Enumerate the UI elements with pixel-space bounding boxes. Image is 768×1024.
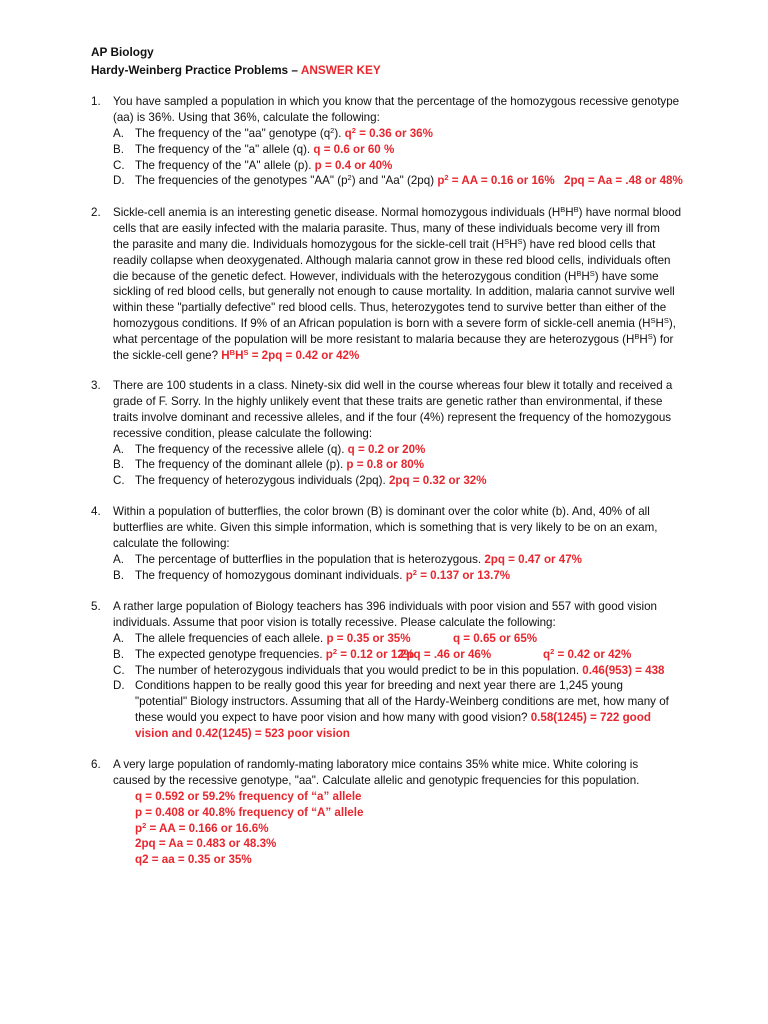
- q6-answer-aa-dominant: $p^2$ = AA = 0.166 or 16.6%: [135, 820, 269, 835]
- q5-part-b: B. The expected genotype frequencies. $p^2 = 0.12$ or 12% 2pq = .46 or 46% $q^2 = 0.42$ or 42%: [113, 646, 632, 661]
- question-1: 1. You have sampled a population in which you know that the percentage of the homozygous recessive genotype (aa) is 36%. Using that 36%, calculate the following: A. The frequency of the "aa" genotype $(q^2)$. $q^2 = 0.36$ or 36% B. The frequency of the "a" allele (q). q = 0.6 or 60 % C. The frequency of the "A" allele (p). p = 0.4 or 40% D. The frequencies of the genotypes "AA" $(p^2)$ and "Aa" (2pq) $p^2$ = AA = 0.16 or 16% 2pq = Aa = .48 or 48%: [91, 94, 691, 189]
- q6-answer-2pq: 2pq = Aa = 0.483 or 48.3%: [135, 837, 277, 851]
- q1a-answer: $q^2 = 0.36$ or 36%: [344, 125, 433, 140]
- q2-answer: $H^BH^S = 2pq = 0.42$ or 42%: [221, 348, 360, 363]
- q1-part-c: C. The frequency of the "A" allele (p). p = 0.4 or 40%: [113, 158, 393, 172]
- q5-part-a: A. The allele frequencies of each allele. p = 0.35 or 35% q = 0.65 or 65%: [113, 631, 538, 645]
- q3-part-a: A. The frequency of the recessive allele (q). q = 0.2 or 20%: [113, 442, 426, 456]
- q3c-answer: 2pq = 0.32 or 32%: [388, 474, 487, 488]
- question-5: 5. A rather large population of Biology teachers has 396 individuals with poor vision and 557 with good vision individuals. Assume that poor vision is totally recessive. Please calculate the following: A. The allele frequencies of each allele. p = 0.35 or 35% q = 0.65 or 65% B. The expected genotype frequencies. $p^2 = 0.12$ or 12% 2pq = .46 or 46% $q^2 = 0.42$ or 42% C. The number of heterozygous individuals that you would predict to be in this population. 0.46(953) = 438 D. Conditions happen to be really good this year for breeding and next year there are 1,245 young "potential" Biology instructors. Assuming that all of the Hardy-Weinberg conditions are met, how many of these would you expect to have poor vision and how many with good vision? 0.58(1245) = 722 good vision and 0.42(1245) = 523 poor vision: [91, 599, 691, 742]
- q6-answer-q: q = 0.592 or 59.2% frequency of “a” allele: [135, 789, 362, 803]
- q5b-answer-2: 2pq = .46 or 46%: [400, 647, 492, 661]
- question-3: 3. There are 100 students in a class. Ninety-six did well in the course whereas four blew it totally and received a grade of F. Sorry. In the highly unlikely event that these traits are genetic rather than environmental, if these traits involve dominant and recessive alleles, and if the four (4%) represent the frequency of the homozygous recessive condition, please calculate the following: A. The frequency of the recessive allele (q). q = 0.2 or 20% B. The frequency of the dominant allele (p). p = 0.8 or 80% C. The frequency of heterozygous individuals (2pq). 2pq = 0.32 or 32%: [91, 378, 691, 489]
- q5d-answer-1: 0.58(1245) = 722 good: [530, 711, 651, 725]
- q5-part-d: D. Conditions happen to be really good this year for breeding and next year there are 1,245 young: [113, 679, 623, 693]
- q4-part-a: A. The percentage of butterflies in the population that is heterozygous. 2pq = 0.47 or 47%: [113, 552, 582, 566]
- q3-part-c: C. The frequency of heterozygous individuals (2pq). 2pq = 0.32 or 32%: [113, 474, 487, 488]
- q1b-answer: q = 0.6 or 60 %: [313, 142, 395, 156]
- course-title: AP Biology: [91, 45, 154, 59]
- q5-part-c: C. The number of heterozygous individuals that you would predict to be in this population. 0.46(953) = 438: [113, 663, 665, 677]
- question-4: 4. Within a population of butterflies, the color brown (B) is dominant over the color white (b). And, 40% of all butterflies are white. Given this simple information, which is something that is very likely to be on an exam, calculate the following: A. The percentage of butterflies in the population that is heterozygous. 2pq = 0.47 or 47% B. The frequency of homozygous dominant individuals. $p^2 = 0.137$ or 13.7%: [91, 504, 691, 583]
- q6-answer-aa-recessive: q2 = aa = 0.35 or 35%: [135, 853, 252, 867]
- q1c-answer: p = 0.4 or 40%: [314, 158, 393, 172]
- q5a-answer-2: q = 0.65 or 65%: [453, 631, 538, 645]
- worksheet-title: Hardy-Weinberg Practice Problems – ANSWER KEY: [91, 63, 381, 77]
- q3-part-b: B. The frequency of the dominant allele (p). p = 0.8 or 80%: [113, 458, 425, 472]
- q1-part-d: D. The frequencies of the genotypes "AA" $(p^2)$ and "Aa" (2pq) $p^2$ = AA = 0.16 or 16% 2pq = Aa = .48 or 48%: [113, 173, 683, 188]
- q3b-answer: p = 0.8 or 80%: [346, 458, 425, 472]
- q5d-answer-2: vision and 0.42(1245) = 523 poor vision: [135, 727, 350, 741]
- question-6: 6. A very large population of randomly-mating laboratory mice contains 35% white mice. White coloring is caused by the recessive genotype, "aa". Calculate allelic and genotypic frequencies for this population. q = 0.592 or 59.2% frequency of “a” allele p = 0.408 or 40.8% frequency of “A” allele $p^2$ = AA = 0.166 or 16.6% 2pq = Aa = 0.483 or 48.3% q2 = aa = 0.35 or 35%: [91, 758, 640, 867]
- q1d-answer: $p^2$ = AA = 0.16 or 16%: [437, 173, 555, 188]
- q1d-answer-2: 2pq = Aa = .48 or 48%: [564, 174, 683, 188]
- q4-part-b: B. The frequency of homozygous dominant individuals. $p^2 = 0.137$ or 13.7%: [113, 567, 511, 582]
- q5a-answer-1: p = 0.35 or 35%: [326, 631, 411, 645]
- q4b-answer: $p^2 = 0.137$ or 13.7%: [405, 567, 511, 582]
- q1-part-b: B. The frequency of the "a" allele (q). q = 0.6 or 60 %: [113, 142, 395, 156]
- answer-key-label: ANSWER KEY: [300, 63, 381, 77]
- question-2: 2. Sickle-cell anemia is an interesting genetic disease. Normal homozygous individuals $(H^BH^B)$ have normal blood cells that are easily infected with the malaria parasite. Thus, many of these individuals become very ill from the parasite and many die. Individuals homozygous for the sickle-cell trait $(H^SH^S)$ have red blood cells that readily collapse when deoxygenated. Although malaria cannot grow in these red blood cells, individuals often die because of the genetic defect. However, individuals with the heterozygous condition $(H^BH^S)$ have some sickling of red blood cells, but generally not enough to cause mortality. In addition, malaria cannot survive well within these "partially defective" red blood cells. Thus, heterozygotes tend to survive better than either of the homozygous conditions. If 9% of an African population is born with a severe form of sickle-cell anemia $(H^SH^S)$, what percentage of the population will be more resistant to malaria because they are heterozygous $(H^BH^S)$ for the sickle-cell gene? $H^BH^S = 2pq = 0.42$ or 42%: [91, 205, 682, 363]
- q6-answer-p: p = 0.408 or 40.8% frequency of “A” allele: [135, 805, 364, 819]
- q5b-answer-1: $p^2 = 0.12$ or 12%: [325, 646, 415, 661]
- q1-part-a: A. The frequency of the "aa" genotype $(q^2)$. $q^2 = 0.36$ or 36%: [113, 125, 433, 140]
- q4a-answer: 2pq = 0.47 or 47%: [484, 552, 582, 566]
- q3a-answer: q = 0.2 or 20%: [347, 442, 426, 456]
- q5c-answer: 0.46(953) = 438: [582, 663, 665, 677]
- q5b-answer-3: $q^2 = 0.42$ or 42%: [543, 646, 632, 661]
